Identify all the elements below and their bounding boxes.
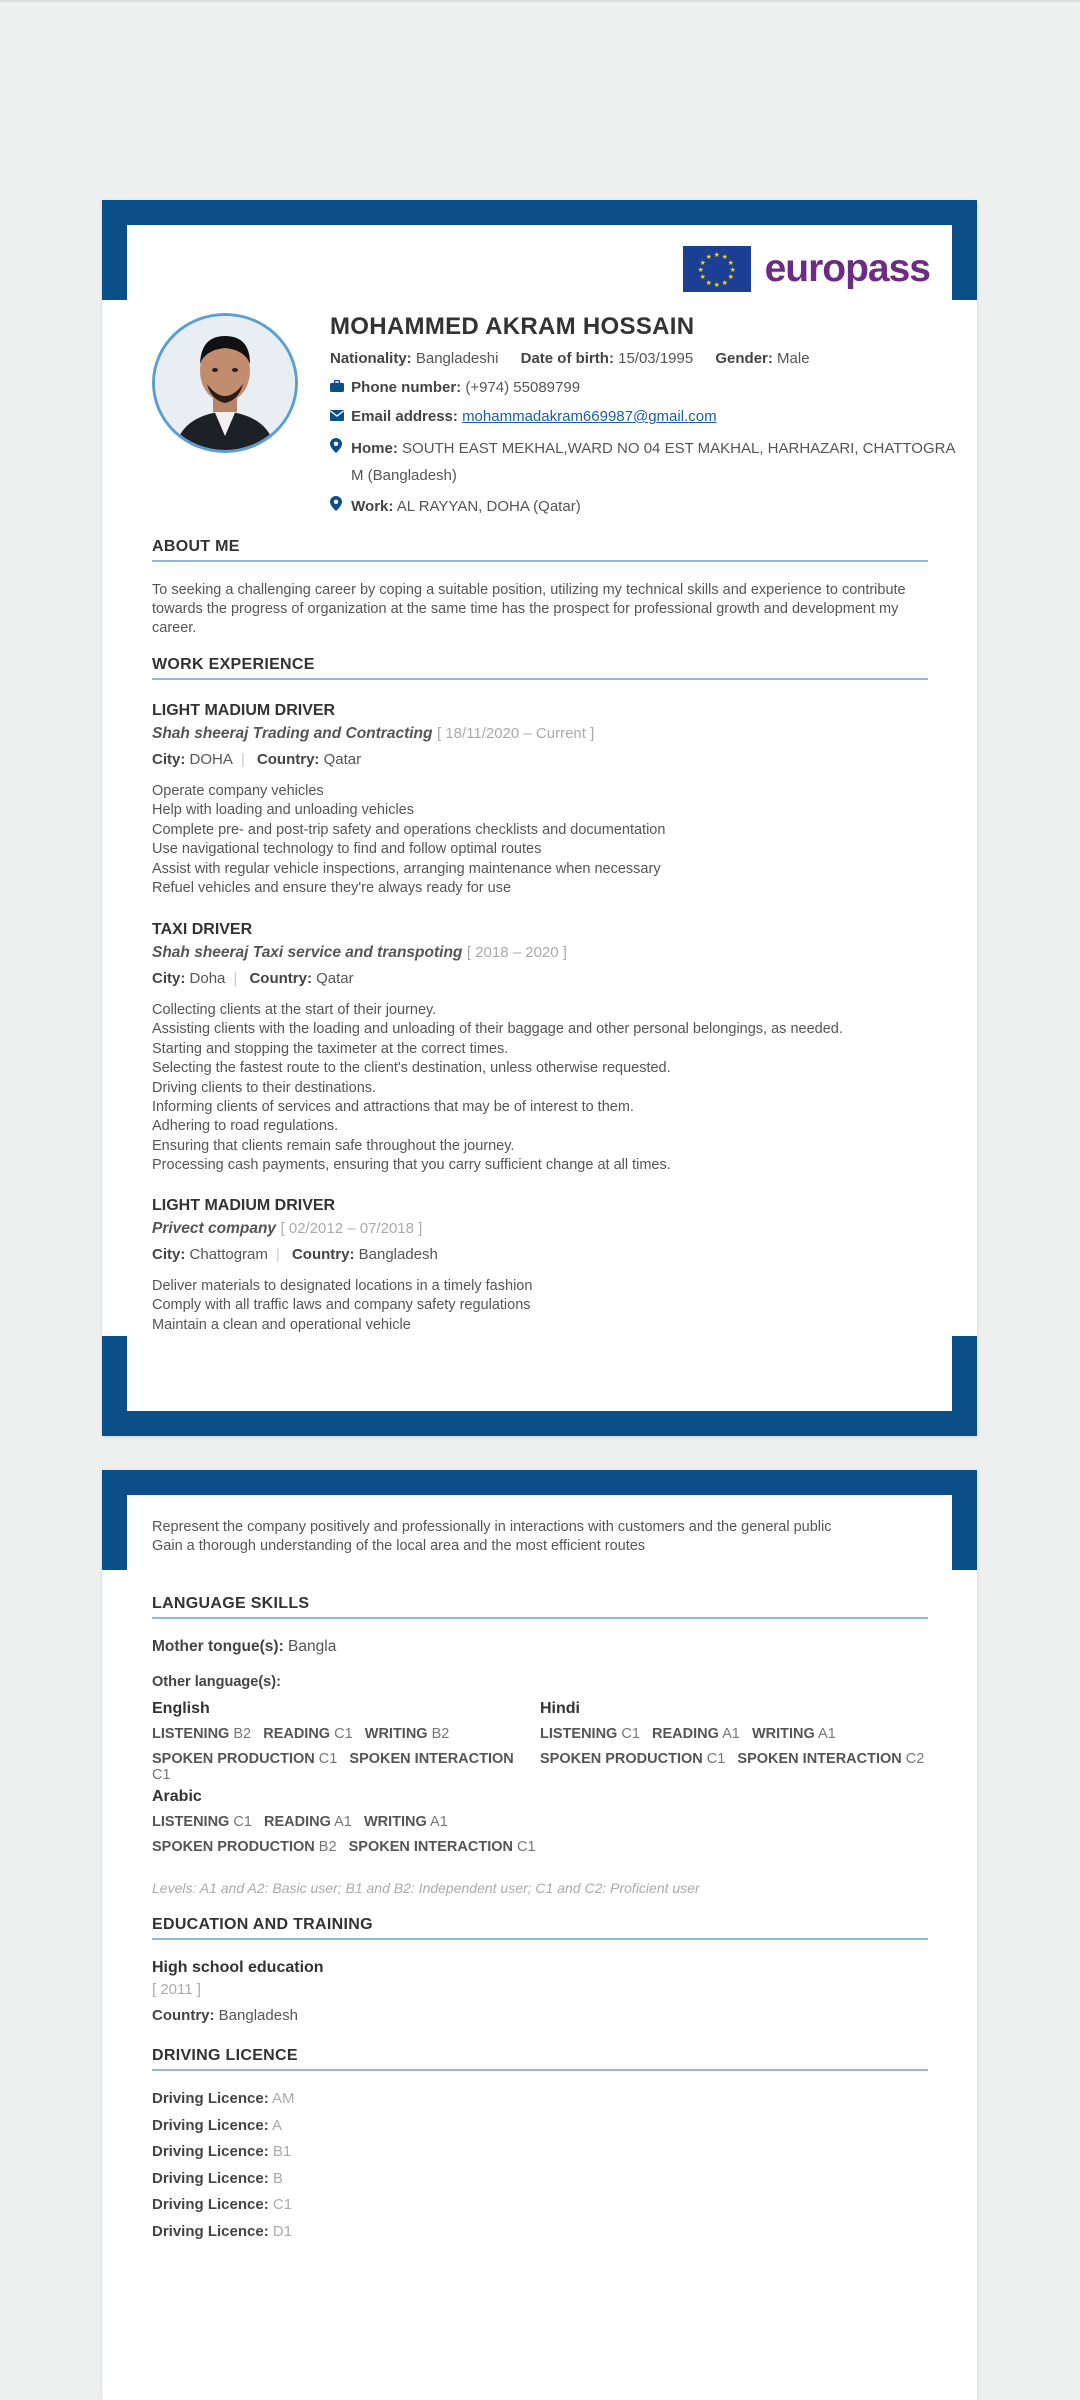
country-label: Country:	[249, 970, 312, 987]
language-levels-2	[152, 1839, 552, 1855]
location-pin-icon	[330, 438, 347, 456]
cv-page-2	[102, 1470, 977, 2400]
listening-level: B2	[233, 1726, 252, 1742]
spoken-interaction-level: C2	[905, 1751, 925, 1767]
job-entry	[152, 702, 928, 898]
top-edge	[0, 0, 1080, 2]
job-entry	[152, 1197, 928, 1335]
avatar	[152, 313, 298, 453]
language-entry	[152, 1788, 552, 1855]
writing-level: A1	[818, 1726, 836, 1742]
licence-class: AM	[272, 2090, 295, 2107]
other-languages-label: Other language(s):	[152, 1674, 281, 1690]
duty-line: Collecting clients at the start of their journey.	[152, 1002, 437, 1018]
duty-line: Use navigational technology to find and follow optimal routes	[152, 841, 542, 858]
job-location: City: Doha | Country: Qatar	[152, 970, 354, 987]
language-levels-1	[152, 1726, 532, 1742]
country-label: Country:	[291, 1246, 355, 1263]
about-text: To seeking a challenging career by coping a suitable position, utilizing my technical skills and experience to contribute towards the progress of organization at the same time has the prospect for professional growth and development my career.	[152, 582, 906, 636]
country-label: Country:	[152, 2007, 215, 2024]
writing-level: A1	[430, 1814, 448, 1830]
education-dates: [ 2011 ]	[152, 1981, 201, 1998]
reading-label: READING	[652, 1726, 719, 1742]
driving-licence-label: Driving Licence:	[152, 2116, 269, 2134]
country-value: Bangladesh	[218, 2007, 298, 2024]
education-entry	[152, 1959, 928, 2024]
job-employer: Shah sheeraj Taxi service and transpoting	[152, 944, 463, 961]
listening-label: LISTENING	[540, 1726, 618, 1742]
duty-line: Adhering to road regulations.	[152, 1118, 339, 1135]
duty-line: Assist with regular vehicle inspections, arranging maintenance when necessary	[152, 860, 661, 877]
language-levels-1	[152, 1814, 552, 1830]
location-pin-icon	[330, 496, 347, 514]
spoken-interaction-label: SPOKEN INTERACTION	[737, 1751, 902, 1767]
duty-line: Driving clients to their destinations.	[152, 1079, 377, 1096]
language-name: Arabic	[152, 1788, 202, 1805]
work-label: Work:	[351, 498, 394, 515]
duty-line: Operate company vehicles	[152, 783, 324, 799]
listening-label: LISTENING	[152, 1726, 230, 1742]
personal-info-row	[330, 350, 810, 367]
email-label: Email address:	[351, 408, 458, 425]
language-entry	[152, 1700, 532, 1783]
city-value: Chattogram	[189, 1246, 268, 1263]
driving-section-title: DRIVING LICENCE	[152, 2047, 928, 2071]
job-duties	[152, 782, 928, 898]
full-name: MOHAMMED AKRAM HOSSAIN	[330, 313, 695, 340]
job-location: City: Chattogram | Country: Bangladesh	[152, 1246, 438, 1263]
spoken-production-level: B2	[318, 1839, 337, 1855]
job-dates: [ 2018 – 2020 ]	[466, 944, 567, 961]
duty-line: Deliver materials to designated locations in a timely fashion	[152, 1278, 533, 1294]
city-label: City:	[152, 1246, 186, 1263]
nationality-value: Bangladeshi	[415, 350, 499, 367]
spoken-production-label: SPOKEN PRODUCTION	[152, 1751, 315, 1767]
frame-corner-left-top	[102, 200, 127, 300]
frame-corner-right-top	[952, 200, 977, 300]
job-location: City: DOHA | Country: Qatar	[152, 751, 362, 768]
driving-licence-label: Driving Licence:	[152, 2143, 269, 2160]
job-employer: Shah sheeraj Trading and Contracting	[152, 725, 433, 742]
driving-licence-label: Driving Licence:	[152, 2169, 269, 2187]
driving-licence-item	[152, 2196, 928, 2223]
driving-licence-item	[152, 2117, 928, 2144]
job-dates: [ 18/11/2020 – Current ]	[436, 725, 595, 742]
europass-logo	[683, 246, 930, 292]
cv-page-1	[102, 200, 977, 1436]
briefcase-icon	[330, 379, 347, 395]
licence-class: C1	[272, 2196, 293, 2213]
duty-line: Processing cash payments, ensuring that you carry sufficient change at all times.	[152, 1157, 671, 1174]
language-name: Hindi	[540, 1700, 580, 1717]
home-label: Home:	[351, 440, 398, 457]
duty-line: Assisting clients with the loading and unloading of their baggage and other personal belongings, as needed.	[152, 1021, 843, 1038]
language-levels-note: Levels: A1 and A2: Basic user; B1 and B2: Independent user; C1 and C2: Proficient user	[152, 1880, 700, 1896]
reading-level: C1	[334, 1726, 353, 1742]
work-address: AL RAYYAN, DOHA (Qatar)	[396, 498, 581, 515]
home-address-line1: SOUTH EAST MEKHAL,WARD NO 04 EST MAKHAL, HARHAZARI, CHATTOGRA	[402, 440, 956, 457]
spoken-interaction-label: SPOKEN INTERACTION	[348, 1839, 513, 1855]
duty-line: Maintain a clean and operational vehicle	[152, 1316, 411, 1333]
country-label: Country:	[256, 751, 320, 768]
gender-label: Gender:	[715, 350, 773, 367]
listening-label: LISTENING	[152, 1814, 230, 1830]
country-value: Qatar	[323, 751, 362, 768]
job-title: LIGHT MADIUM DRIVER	[152, 702, 336, 719]
duty-line: Selecting the fastest route to the client's destination, unless otherwise requested.	[152, 1060, 671, 1077]
job-title: LIGHT MADIUM DRIVER	[152, 1197, 336, 1214]
listening-level: C1	[621, 1726, 640, 1742]
work-address-row	[330, 496, 581, 515]
writing-label: WRITING	[363, 1814, 427, 1830]
email-row	[330, 408, 717, 425]
writing-level: B2	[431, 1726, 450, 1742]
job-entry	[152, 921, 928, 1176]
frame-top	[102, 200, 977, 225]
language-name: English	[152, 1700, 210, 1717]
reading-label: READING	[263, 1726, 331, 1742]
education-degree: High school education	[152, 1959, 324, 1976]
spoken-production-label: SPOKEN PRODUCTION	[540, 1751, 703, 1767]
job-title: TAXI DRIVER	[152, 921, 253, 938]
duty-line: Complete pre- and post-trip safety and operations checklists and documentation	[152, 821, 666, 838]
spoken-production-level: C1	[706, 1751, 726, 1767]
duty-line: Refuel vehicles and ensure they're always ready for use	[152, 880, 512, 897]
frame-corner-left-top	[102, 1470, 127, 1570]
driving-licence-item	[152, 2143, 928, 2170]
mother-tongue-row	[152, 1638, 928, 1656]
language-levels-1	[540, 1726, 940, 1742]
city-value: DOHA	[189, 751, 233, 768]
writing-label: WRITING	[364, 1726, 428, 1742]
language-levels-2	[152, 1751, 532, 1783]
spoken-interaction-level: C1	[152, 1767, 171, 1783]
driving-licence-label: Driving Licence:	[152, 2222, 269, 2240]
country-value: Bangladesh	[358, 1246, 438, 1263]
driving-licence-label: Driving Licence:	[152, 2196, 269, 2213]
driving-licence-item	[152, 2090, 928, 2117]
reading-level: A1	[722, 1726, 740, 1742]
duty-line: Gain a thorough understanding of the local area and the most efficient routes	[152, 1538, 646, 1555]
home-address-line2: M (Bangladesh)	[351, 467, 457, 484]
envelope-icon	[330, 408, 347, 424]
phone-value: (+974) 55089799	[465, 379, 581, 396]
listening-level: C1	[233, 1814, 252, 1830]
eu-flag-icon: ★ ★ ★ ★ ★ ★ ★ ★ ★ ★ ★ ★	[683, 246, 751, 292]
job-duties-continued	[152, 1518, 928, 1557]
city-label: City:	[152, 970, 186, 987]
language-entry	[540, 1700, 940, 1767]
licence-class: B1	[272, 2143, 292, 2160]
frame-bottom	[102, 1411, 977, 1436]
frame-corner-right-top	[952, 1470, 977, 1570]
duty-line: Help with loading and unloading vehicles	[152, 802, 414, 819]
city-value: Doha	[189, 970, 226, 987]
home-address-row	[330, 438, 955, 457]
duty-line: Comply with all traffic laws and company safety regulations	[152, 1297, 531, 1314]
reading-label: READING	[264, 1814, 331, 1830]
driving-licence-item	[152, 2223, 928, 2250]
mother-tongue-label: Mother tongue(s):	[152, 1638, 284, 1655]
job-dates: [ 02/2012 – 07/2018 ]	[280, 1220, 423, 1237]
duty-line: Informing clients of services and attractions that may be of interest to them.	[152, 1099, 634, 1116]
about-section-title: ABOUT ME	[152, 538, 928, 562]
driving-licence-item	[152, 2170, 928, 2197]
duty-line: Ensuring that clients remain safe throughout the journey.	[152, 1137, 515, 1154]
dob-label: Date of birth:	[520, 350, 614, 367]
nationality-label: Nationality:	[330, 350, 412, 367]
job-employer: Privect company	[152, 1220, 277, 1237]
duty-line: Starting and stopping the taximeter at the correct times.	[152, 1040, 509, 1057]
education-section-title: EDUCATION AND TRAINING	[152, 1916, 928, 1940]
licence-class: A	[272, 2116, 283, 2134]
education-country-row	[152, 2007, 928, 2024]
phone-label: Phone number:	[351, 379, 462, 396]
reading-level: A1	[334, 1814, 352, 1830]
work-section-title: WORK EXPERIENCE	[152, 656, 928, 680]
email-link[interactable]: mohammadakram669987@gmail.com	[462, 408, 717, 425]
language-levels-2	[540, 1751, 940, 1767]
job-duties	[152, 1001, 928, 1176]
driving-licence-list	[152, 2090, 928, 2249]
spoken-interaction-label: SPOKEN INTERACTION	[349, 1751, 514, 1767]
driving-licence-label: Driving Licence:	[152, 2090, 269, 2107]
licence-class: B	[272, 2169, 283, 2187]
dob-value: 15/03/1995	[618, 350, 694, 367]
frame-top	[102, 1470, 977, 1495]
profile-photo	[155, 316, 295, 450]
europass-wordmark: europass	[764, 247, 930, 290]
writing-label: WRITING	[751, 1726, 815, 1742]
phone-row	[330, 379, 580, 396]
spoken-interaction-level: C1	[517, 1839, 536, 1855]
city-label: City:	[152, 751, 186, 768]
duty-line: Represent the company positively and professionally in interactions with customers and the general public	[152, 1519, 832, 1535]
gender-value: Male	[777, 350, 810, 367]
spoken-production-label: SPOKEN PRODUCTION	[152, 1839, 315, 1855]
language-section-title: LANGUAGE SKILLS	[152, 1595, 928, 1619]
country-value: Qatar	[316, 970, 354, 987]
spoken-production-level: C1	[318, 1751, 338, 1767]
job-duties	[152, 1277, 928, 1335]
mother-tongue-value: Bangla	[288, 1638, 337, 1655]
licence-class: D1	[272, 2222, 293, 2240]
